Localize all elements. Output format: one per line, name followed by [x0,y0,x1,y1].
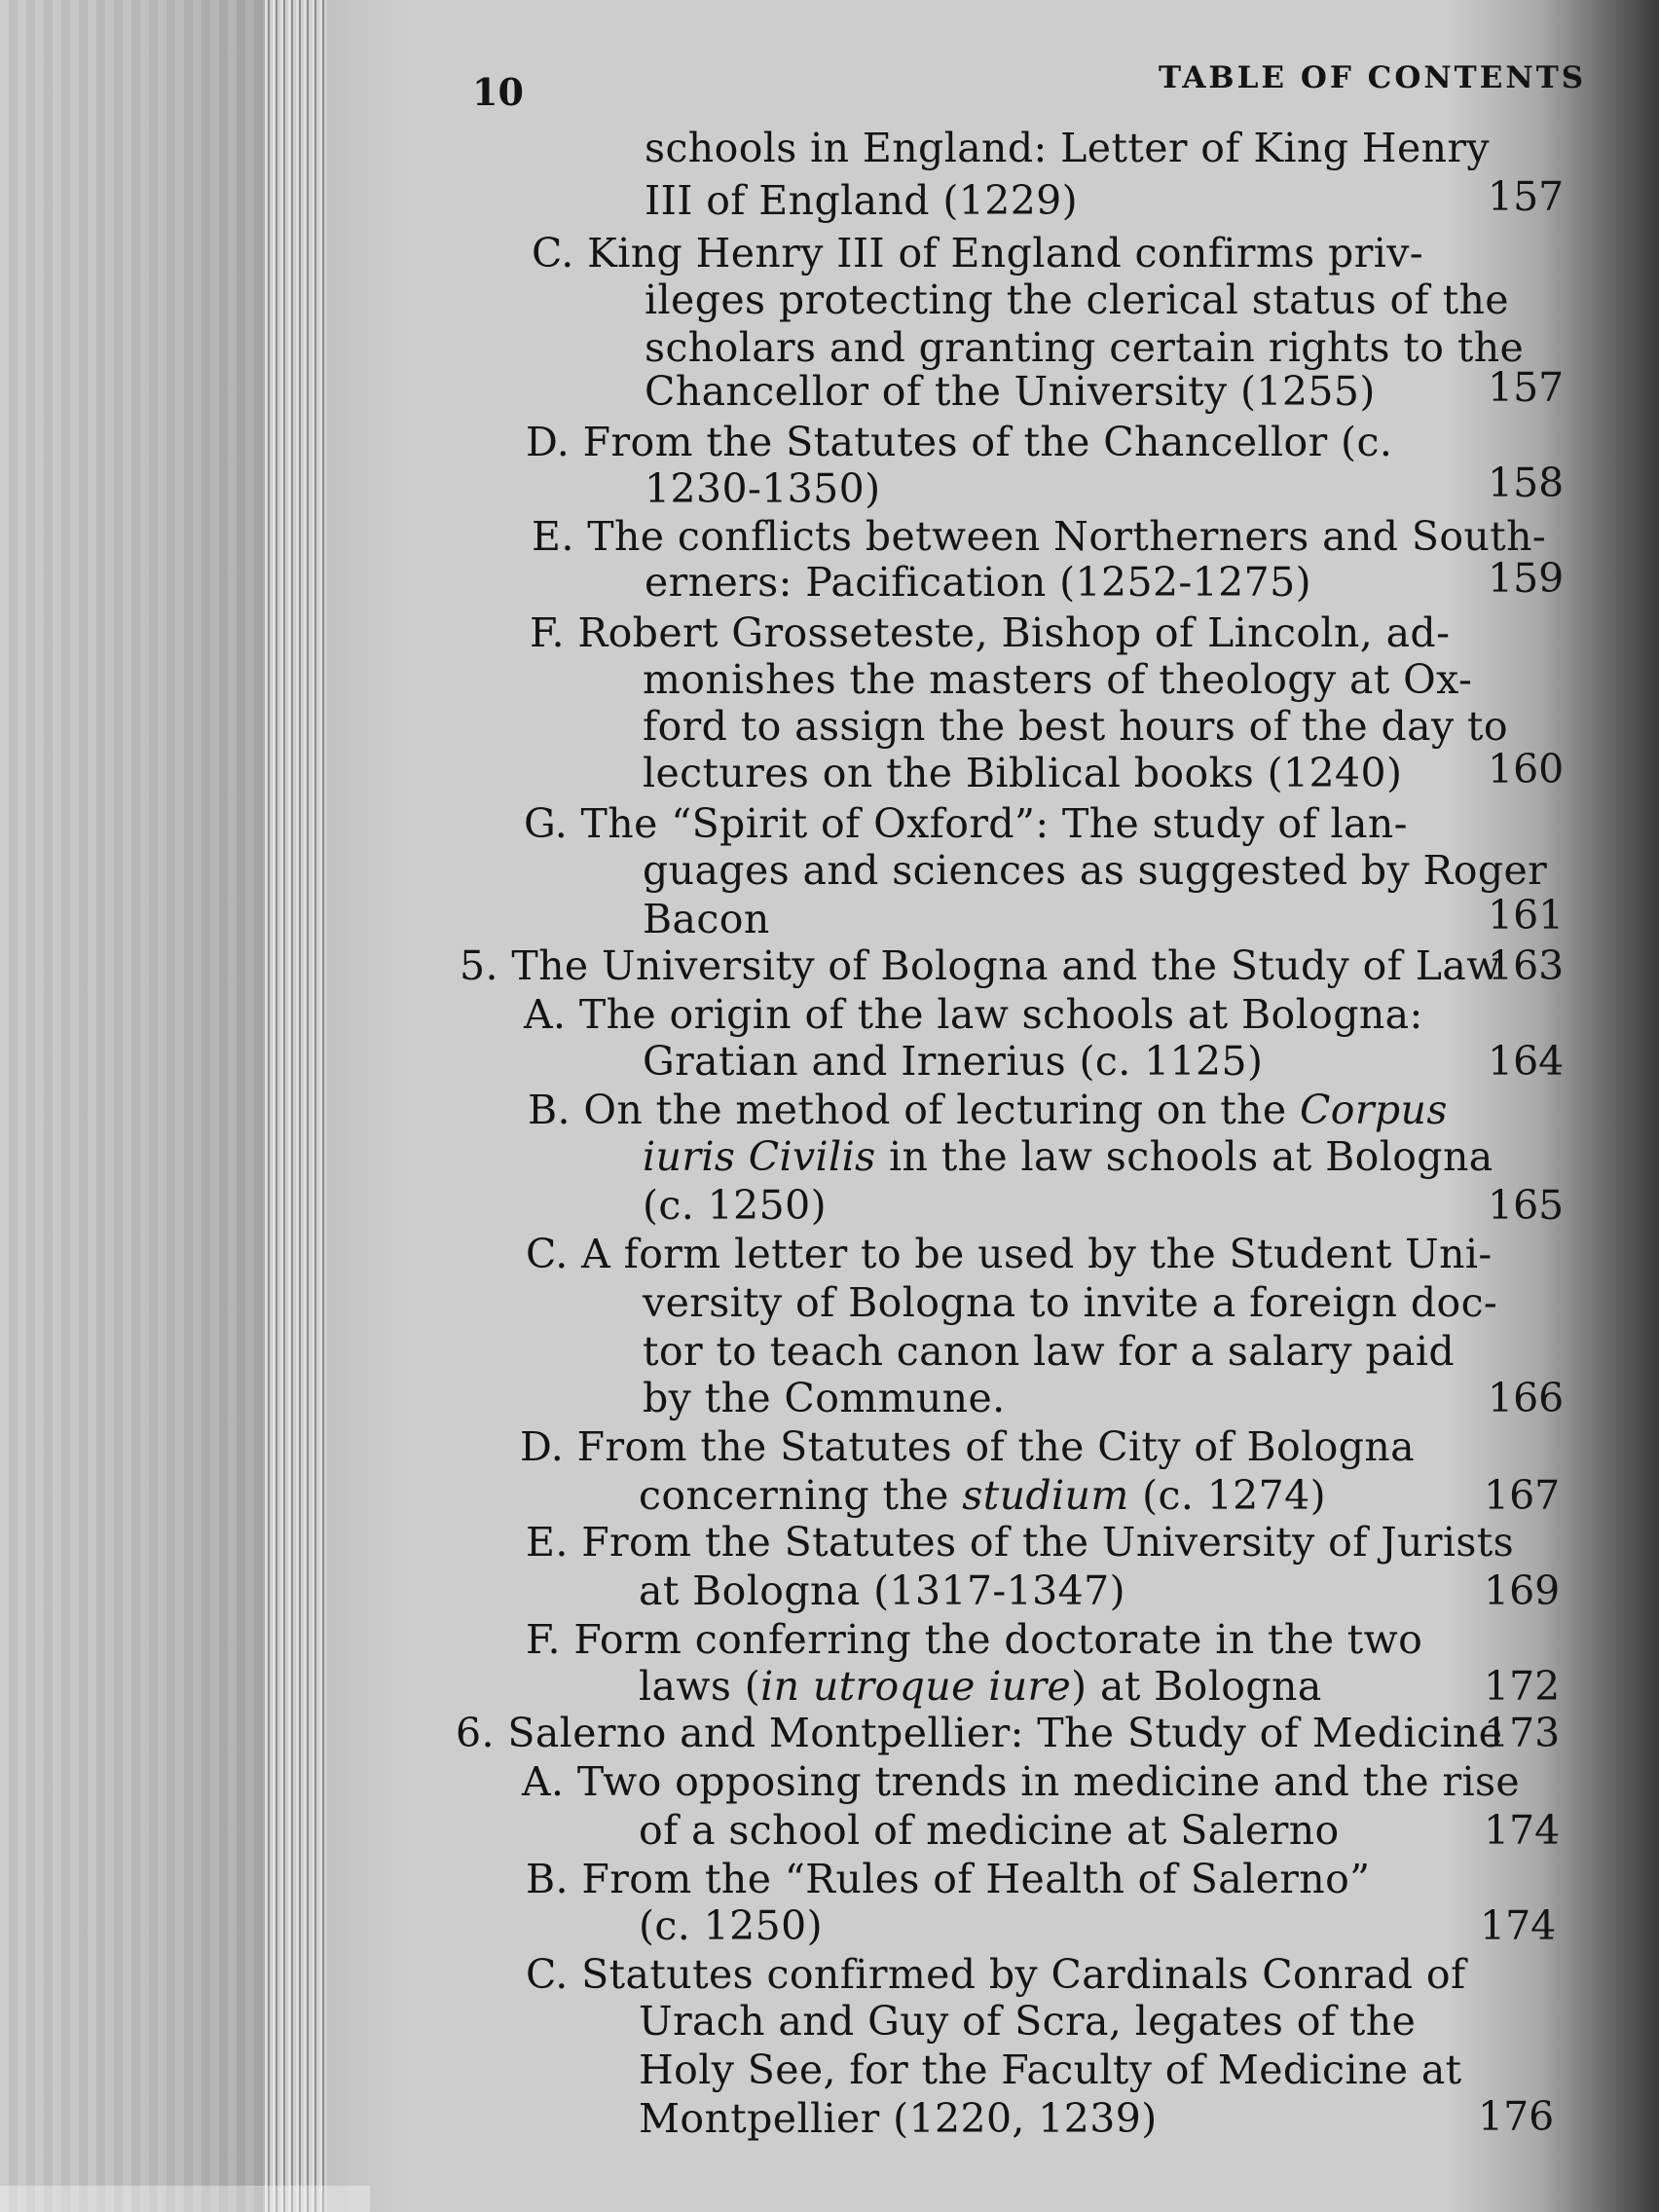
toc-line: scholars and granting certain rights to the [645,324,1525,371]
toc-page-number: 159 [1488,555,1565,602]
toc-line: 6. Salerno and Montpellier: The Study of Medicine [456,1710,1503,1756]
toc-page-number: 174 [1480,1902,1557,1949]
adjacent-page-margin [0,0,265,2212]
toc-page-number: 157 [1488,173,1565,220]
toc-line: Bacon [643,896,770,942]
toc-line: (c. 1250) [639,1902,823,1949]
toc-line: D. From the Statutes of the Chancellor (c. [526,419,1393,465]
toc-line: 1230-1350) [645,465,881,512]
toc-line: guages and sciences as suggested by Roger [643,847,1548,894]
toc-line: lectures on the Biblical books (1240) [643,750,1403,796]
toc-line: 5. The University of Bologna and the Study of Law [460,942,1501,989]
toc-line: ileges protecting the clerical status of the [645,276,1509,323]
toc-line: C. A form letter to be used by the Student Uni- [526,1231,1493,1277]
toc-line: Chancellor of the University (1255) [645,368,1376,415]
toc-line: iuris Civilis in the law schools at Bologna [643,1133,1493,1180]
toc-page-number: 172 [1484,1663,1561,1710]
toc-line: A. Two opposing trends in medicine and the rise [522,1758,1521,1805]
toc-line: F. Robert Grosseteste, Bishop of Lincoln, ad- [530,609,1451,656]
toc-page-number: 165 [1488,1182,1565,1229]
toc-line: at Bologna (1317-1347) [639,1567,1126,1614]
toc-page-number: 161 [1488,892,1565,939]
toc-line: C. King Henry III of England confirms priv- [532,230,1424,276]
toc-line: F. Form conferring the doctorate in the two [526,1616,1423,1663]
toc-line: of a school of medicine at Salerno [639,1807,1340,1854]
toc-page-number: 163 [1488,942,1565,989]
toc-line: Urach and Guy of Scra, legates of the [639,1998,1417,2045]
page-number: 10 [472,70,524,114]
toc-line: D. From the Statutes of the City of Bologna [520,1423,1416,1470]
toc-line: E. The conflicts between Northerners and South- [532,513,1547,560]
toc-line: Holy See, for the Faculty of Medicine at [639,2046,1462,2093]
toc-page-number: 160 [1488,746,1565,793]
toc-line: C. Statutes confirmed by Cardinals Conrad of [526,1951,1466,1998]
toc-line: E. From the Statutes of the University of Jurists [526,1519,1515,1566]
toc-line: tor to teach canon law for a salary paid [643,1328,1456,1375]
toc-line: Gratian and Irnerius (c. 1125) [643,1038,1264,1085]
toc-page-number: 157 [1488,364,1565,411]
toc-line: concerning the studium (c. 1274) [639,1472,1327,1519]
toc-line: by the Commune. [643,1375,1006,1421]
toc-page-number: 164 [1488,1038,1565,1085]
toc-line: III of England (1229) [645,177,1079,224]
page-edges [265,0,327,2212]
toc-line: erners: Pacification (1252-1275) [645,559,1312,606]
toc-line: versity of Bologna to invite a foreign doc- [643,1279,1498,1326]
toc-line: ford to assign the best hours of the day to [643,703,1508,750]
toc-page-number: 169 [1484,1567,1561,1614]
toc-page-number: 167 [1484,1472,1561,1519]
toc-page-number: 173 [1484,1710,1561,1756]
toc-line: schools in England: Letter of King Henry [645,125,1490,171]
toc-line: laws (in utroque iure) at Bologna [639,1663,1322,1710]
toc-line: B. On the method of lecturing on the Corpus [528,1087,1448,1133]
toc-line: G. The “Spirit of Oxford”: The study of lan- [524,800,1408,847]
running-head: TABLE OF CONTENTS [1159,60,1587,95]
toc-line: monishes the masters of theology at Ox- [643,656,1473,703]
scan-edge [0,2186,370,2212]
toc-line: Montpellier (1220, 1239) [639,2095,1158,2142]
toc-page-number: 174 [1484,1807,1561,1854]
toc-line: A. The origin of the law schools at Bologna: [524,991,1423,1038]
toc-page-number: 176 [1478,2093,1555,2140]
toc-line: B. From the “Rules of Health of Salerno” [526,1856,1371,1902]
toc-line: (c. 1250) [643,1182,827,1229]
toc-page-number: 158 [1488,460,1565,506]
toc-page-number: 166 [1488,1375,1565,1421]
